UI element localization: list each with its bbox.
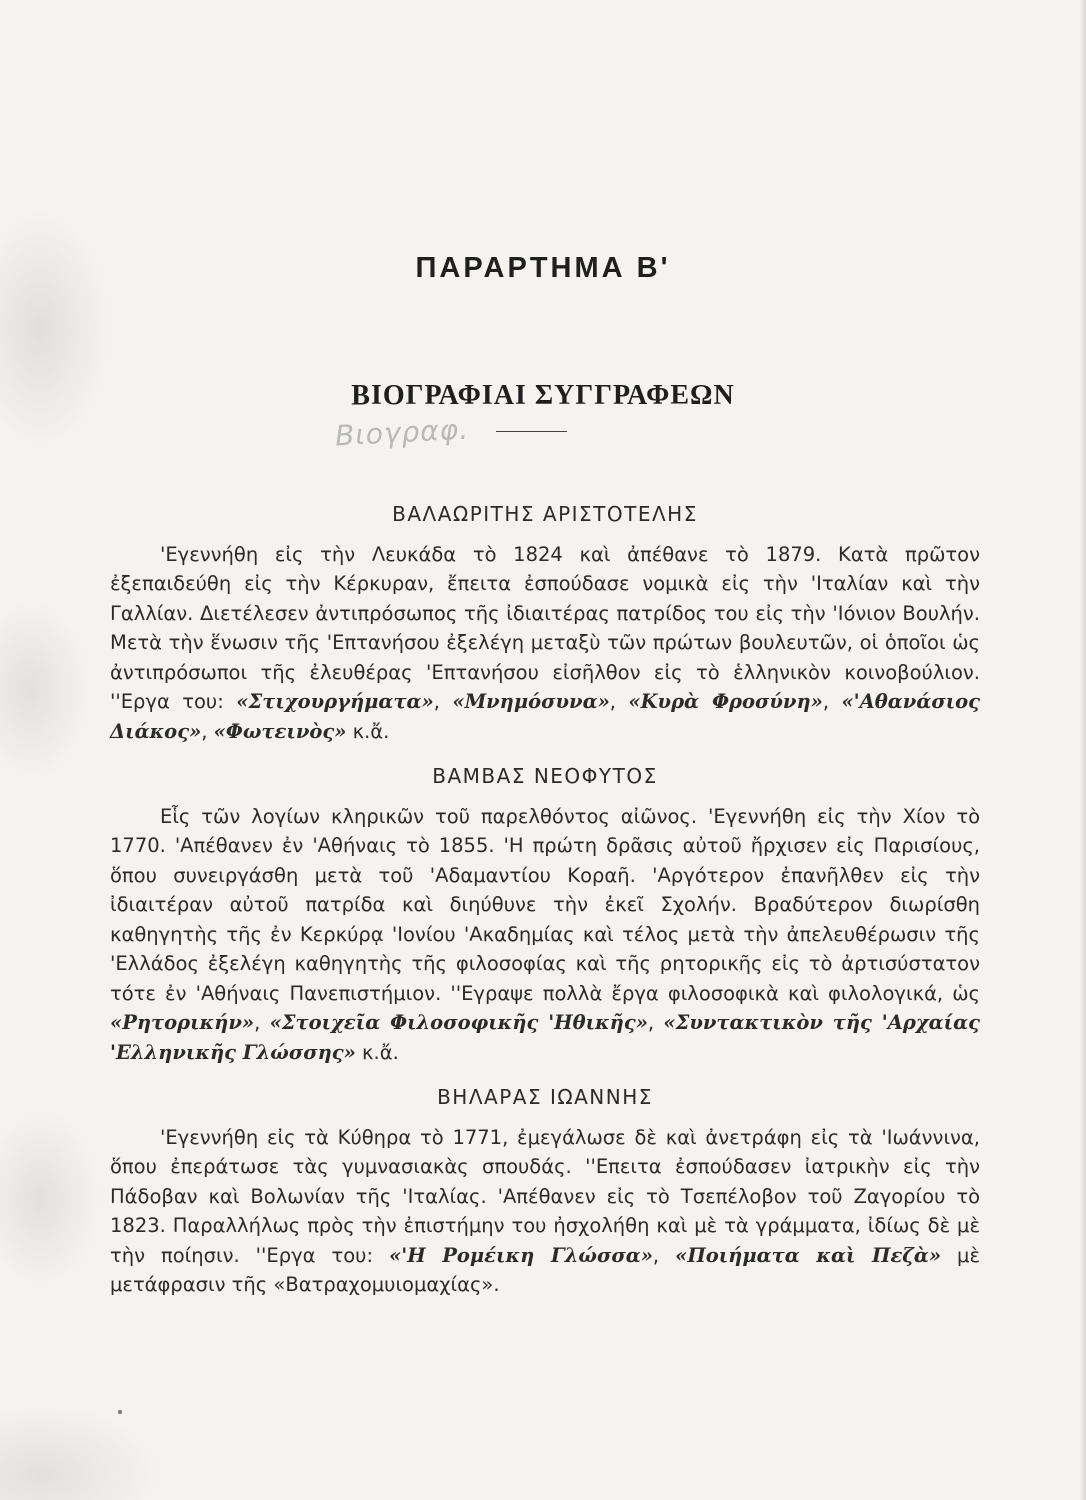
work-title: «Ποιήματα καὶ Πεζὰ» — [675, 1243, 942, 1267]
appendix-title: ΠΑΡΑΡΤΗΜΑ Β' — [415, 252, 671, 284]
author-name: ΒΗΛΑΡΑΣ ΙΩΑΝΝΗΣ — [437, 1085, 653, 1109]
author-name: ΒΑΜΒΑΣ ΝΕΟΦΥΤΟΣ — [432, 764, 658, 788]
biographies — [110, 500, 980, 1316]
work-title: «Ρητορικήν» — [110, 1011, 255, 1034]
biography-entry — [110, 762, 980, 1067]
biography-text: 'Εγεννήθη εἰς τὴν Λευκάδα τὸ 1824 καὶ ἀπέθανε τὸ 1879. Κατὰ πρῶτον ἐξεπαιδεύθη εἰς τὴν Κέρκυραν, ἔπειτα ἐσπούδασε νομικὰ εἰς τὴν 'Ιταλίαν καὶ τὴν Γαλλίαν. Διετέλεσεν ἀντιπρόσωπος τῆς ἰδιαιτέρας πατρίδος του εἰς τὴν 'Ιόνιον Βουλήν. Μετὰ τὴν ἕνωσιν τῆς 'Επτανήσου ἐξελέγη μεταξὺ τῶν πρώτων βουλευτῶν, οἱ ὁποῖοι ὡς ἀντιπρόσωποι τῆς ἐλευθέρας 'Επτανήσου εἰσῆλθον εἰς τὸ ἑλληνικὸν κοινοβούλιον. ''Εργα του: «Στιχουργήματα», «Μνημόσυνα», «Κυρὰ Φροσύνη», «'Αθανάσιος Διάκος», «Φωτεινὸς» κ.ἄ. — [110, 542, 981, 743]
work-title: «'Αθανάσιος Διάκος» — [110, 690, 981, 743]
work-title: «Μνημόσυνα» — [452, 690, 610, 713]
work-title: «Στοιχεῖα Φιλοσοφικῆς 'Ηθικῆς» — [269, 1011, 648, 1034]
section-title: ΒΙΟΓΡΑΦΙΑΙ ΣΥΓΓΡΑΦΕΩΝ — [351, 380, 735, 411]
work-title: «Στιχουργήματα» — [236, 690, 434, 713]
work-title: «'Η Ρομέικη Γλώσσα» — [389, 1243, 653, 1267]
page-edge-shadow — [1080, 0, 1086, 1500]
work-title: «Φωτεινὸς» — [213, 719, 347, 743]
work-title: «Κυρὰ Φροσύνη» — [628, 690, 823, 713]
work-title: «Συντακτικὸν τῆς 'Αρχαίας 'Ελληνικῆς Γλώσσης» — [110, 1011, 980, 1064]
biography-entry — [110, 500, 980, 746]
biography-text: 'Εγεννήθη εἰς τὰ Κύθηρα τὸ 1771, ἐμεγάλωσε δὲ καὶ ἀνετράφη εἰς τὰ 'Ιωάννινα, ὅπου ἐπεράτωσε τὰς γυμνασιακὰς σπουδάς. ''Επειτα ἐσπούδασεν ἰατρικὴν εἰς τὴν Πάδοβαν καὶ Βολωνίαν τῆς 'Ιταλίας. 'Απέθανεν εἰς τὸ Τσεπέλοβον τοῦ Ζαγορίου τὸ 1823. Παραλλήλως πρὸς τὴν ἐπιστήμην του ἠσχολήθη καὶ μὲ τὰ γράμματα, ἰδίως δὲ μὲ τὴν ποίησιν. ''Εργα του: «'Η Ρομέικη Γλώσσα», «Ποιήματα καὶ Πεζὰ» μὲ μετάφρασιν τῆς «Βατραχομυιομαχίας». — [110, 1125, 981, 1296]
biography-entry — [110, 1083, 980, 1300]
handwritten-pencil-note: Βιογραφ. — [334, 412, 470, 453]
author-name: ΒΑΛΑΩΡΙΤΗΣ ΑΡΙΣΤΟΤΕΛΗΣ — [392, 502, 698, 526]
page-speck — [118, 1410, 122, 1414]
title-divider — [496, 431, 567, 432]
biography-text: Εἷς τῶν λογίων κληρικῶν τοῦ παρελθόντος αἰῶνος. 'Εγεννήθη εἰς τὴν Χίον τὸ 1770. 'Απέθανεν ἐν 'Αθήναις τὸ 1855. 'Η πρώτη δρᾶσις αὐτοῦ ἤρχισεν εἰς Παρισίους, ὅπου συνειργάσθη μετὰ τοῦ 'Αδαμαντίου Κοραῆ. 'Αργότερον ἐπανῆλθεν εἰς τὴν ἰδιαιτέραν αὐτοῦ πατρίδα καὶ διηύθυνε τὴν ἐκεῖ Σχολήν. Βραδύτερον διωρίσθη καθηγητὴς τῆς ἐν Κερκύρᾳ 'Ιονίου 'Ακαδημίας καὶ τέλος μετὰ τὴν ἀπελευθέρωσιν τῆς 'Ελλάδος ἐξελέγη καθηγητὴς τῆς φιλοσοφίας καὶ τῆς ρητορικῆς εἰς τὸ ἀρτισύστατον τότε ἐν 'Αθήναις Πανεπιστήμιον. ''Εγραψε πολλὰ ἔργα φιλοσοφικὰ καὶ φιλολογικά, ὡς «Ρητορικήν», «Στοιχεῖα Φιλοσοφικῆς 'Ηθικῆς», «Συντακτικὸν τῆς 'Αρχαίας 'Ελληνικῆς Γλώσσης» κ.ἄ. — [110, 804, 980, 1064]
